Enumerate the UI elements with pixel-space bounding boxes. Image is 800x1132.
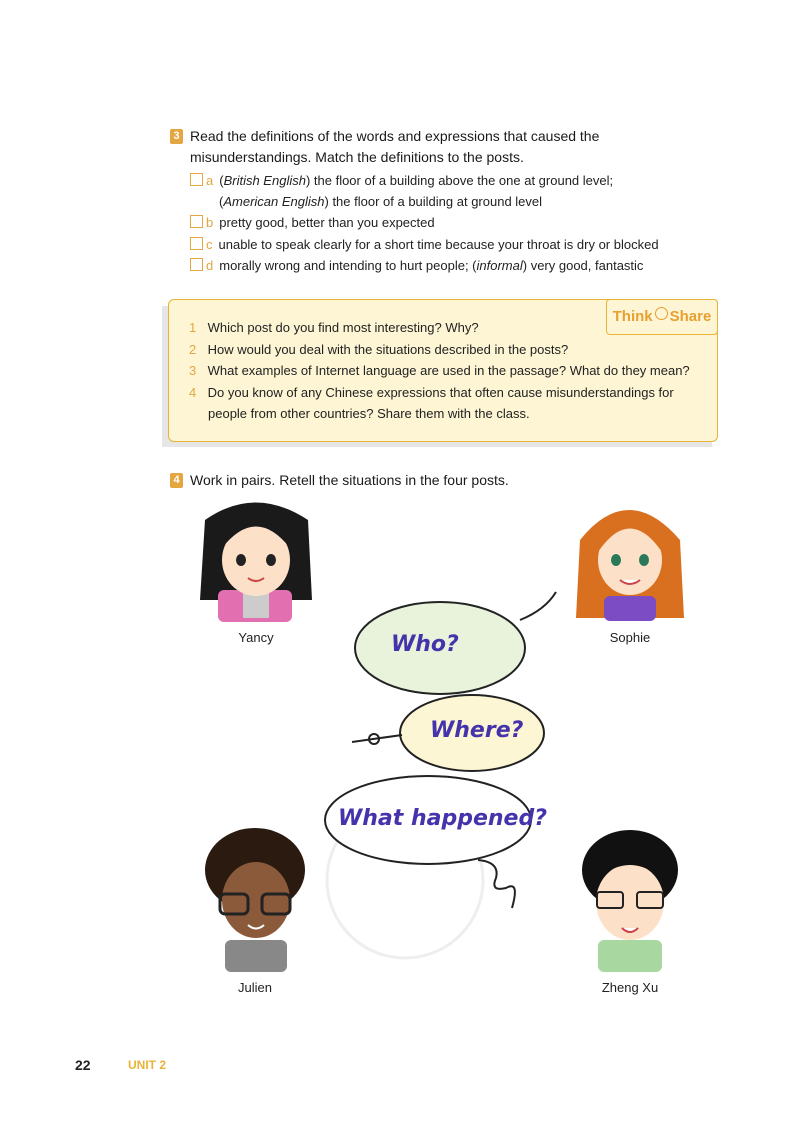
unit-label: UNIT 2 (128, 1058, 167, 1072)
question-1: 1 Which post do you find most interesting? Why? (189, 320, 479, 335)
option-a-continued: (American English) the floor of a building at ground level (219, 194, 543, 209)
name-yancy: Yancy (238, 630, 274, 645)
think-share-tag: Think Share (606, 299, 718, 335)
exercise-3-heading (190, 126, 599, 168)
think-questions (189, 317, 709, 425)
option-c-checkbox[interactable] (190, 237, 203, 250)
julien-avatar (205, 828, 305, 972)
sophie-avatar (576, 510, 684, 621)
name-julien: Julien (238, 980, 272, 995)
what-happened-text: What happened? (338, 806, 547, 831)
name-zheng-xu: Zheng Xu (601, 980, 659, 995)
pairwork-illustration (0, 490, 800, 1010)
option-b-checkbox[interactable] (190, 215, 203, 228)
option-a[interactable]: a (British English) the floor of a building above the one at ground level; (190, 170, 613, 191)
option-b[interactable]: b pretty good, better than you expected (190, 212, 435, 233)
question-3: 3 What examples of Internet language are used in the passage? What do they mean? (189, 363, 690, 378)
option-c[interactable]: c unable to speak clearly for a short time because your throat is dry or blocked (190, 234, 659, 255)
heading-line-2: misunderstandings. Match the definitions to the posts. (190, 149, 524, 165)
what-happened-bubble (325, 776, 531, 908)
option-a-checkbox[interactable] (190, 173, 203, 186)
option-d-checkbox[interactable] (190, 258, 203, 271)
where-text: Where? (430, 718, 524, 743)
yancy-avatar (200, 503, 312, 623)
question-2: 2 How would you deal with the situations described in the posts? (189, 341, 569, 357)
option-letter: a (206, 173, 214, 188)
option-d[interactable]: d morally wrong and intending to hurt people; (informal) very good, fantastic (190, 255, 643, 276)
heading-line-1: Read the definitions of the words and expressions that caused the (190, 128, 600, 144)
page-number: 22 (75, 1057, 91, 1073)
zheng-xu-avatar (582, 830, 678, 972)
exercise-3-badge: 3 (170, 129, 183, 144)
name-sophie: Sophie (609, 630, 651, 645)
question-4-cont: people from other countries? Share them with the class. (208, 406, 530, 421)
question-4: 4 Do you know of any Chinese expressions that often cause misunderstandings for (189, 384, 674, 400)
exercise-4-heading: Work in pairs. Retell the situations in the four posts. (190, 472, 509, 488)
exercise-4-badge: 4 (170, 473, 183, 488)
who-text: Who? (391, 632, 459, 657)
